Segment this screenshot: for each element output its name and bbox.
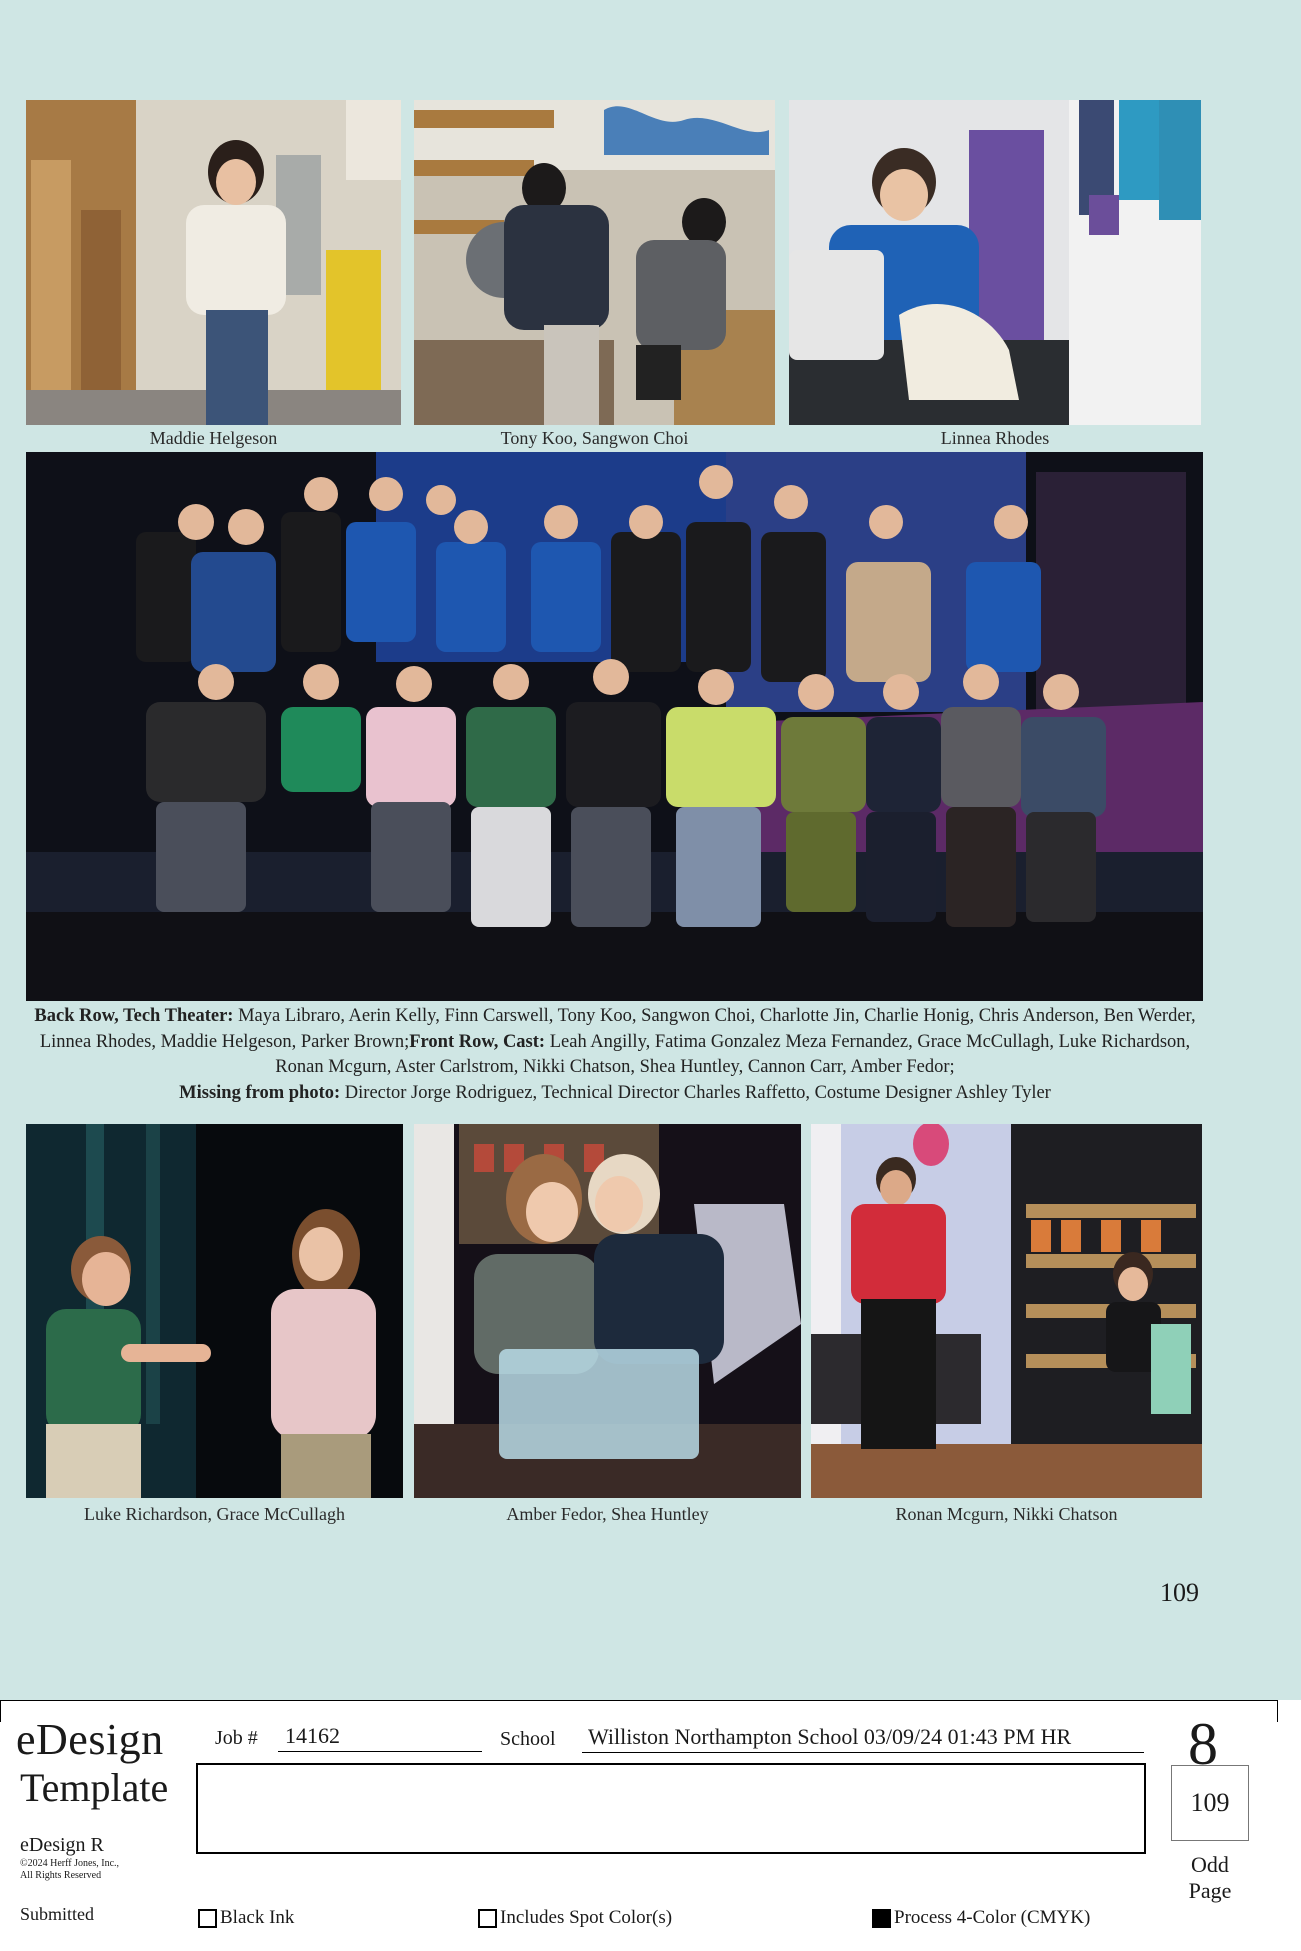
black-ink-checkbox[interactable] (198, 1909, 217, 1928)
missing-label: Missing from photo: (179, 1082, 341, 1103)
school-label: School (500, 1728, 556, 1750)
job-label: Job # (215, 1727, 258, 1749)
photo-caption: Tony Koo, Sangwon Choi (500, 428, 689, 448)
photo-caption: Luke Richardson, Grace McCullagh (84, 1504, 345, 1524)
odd-label: Odd (1191, 1852, 1229, 1877)
signature-number: 8 (1188, 1711, 1218, 1777)
process-color-label: Process 4-Color (CMYK) (894, 1907, 1091, 1928)
photo-caption: Linnea Rhodes (940, 428, 1050, 448)
spot-color-label: Includes Spot Color(s) (500, 1907, 673, 1928)
photo-caption: Amber Fedor, Shea Huntley (506, 1504, 709, 1524)
photo-caption: Maddie Helgeson (149, 428, 278, 448)
photo-tony-koo-sangwon-choi (414, 100, 775, 425)
spot-color-option[interactable] (478, 1907, 672, 1929)
brand-template: Template (20, 1765, 169, 1810)
odd-page-label (1172, 1852, 1248, 1904)
spot-color-checkbox[interactable] (478, 1909, 497, 1928)
school-underline (582, 1752, 1144, 1753)
missing-names: Director Jorge Rodriguez, Technical Director Charles Raffetto, Costume Designer Ashley Tyler (340, 1082, 1051, 1103)
photo-group-cast-and-crew (26, 452, 1203, 1001)
brand-edesign-r: eDesign R (20, 1834, 104, 1856)
copyright-notice (20, 1858, 119, 1882)
process-color-checkbox[interactable] (872, 1909, 891, 1928)
front-row-label: Front Row, Cast: (409, 1031, 546, 1052)
photo-ronan-mcgurn-nikki-chatson (811, 1124, 1202, 1498)
page-label: Page (1188, 1878, 1232, 1903)
photo-luke-richardson-grace-mccullagh (26, 1124, 403, 1498)
form-frame-left (0, 1700, 1, 1722)
form-frame-top (0, 1700, 1278, 1701)
front-row-names: Leah Angilly, Fatima Gonzalez Meza Fernandez, Grace McCullagh, Luke Richardson, Ronan Mcgurn, Aster Carlstrom, Nikki Chatson, Shea Huntley, Cannon Carr, Amber Fedor; (275, 1031, 1191, 1077)
page-number: 109 (1160, 1578, 1199, 1607)
notes-box[interactable] (196, 1763, 1146, 1854)
school-field[interactable]: Williston Northampton School 03/09/24 01:43 PM HR (588, 1724, 1072, 1749)
copyright-line: ©2024 Herff Jones, Inc., (20, 1858, 120, 1869)
copyright-line: All Rights Reserved (20, 1870, 102, 1881)
brand-edesign: eDesign (16, 1715, 164, 1764)
job-number-underline (278, 1751, 482, 1752)
back-row-names: Maya Libraro, Aerin Kelly, Finn Carswell, Tony Koo, Sangwon Choi, Charlotte Jin, Charlie Honig, Chris Anderson, Ben Werder, Linnea Rhodes, Maddie Helgeson, Parker Brown; (39, 1006, 1196, 1052)
edesign-template-form (0, 1700, 1301, 1951)
job-number-field[interactable]: 14162 (285, 1723, 340, 1748)
black-ink-label: Black Ink (220, 1907, 295, 1928)
submitted-label: Submitted (20, 1904, 95, 1924)
photo-caption: Ronan Mcgurn, Nikki Chatson (895, 1504, 1118, 1524)
page-number-box: 109 (1171, 1765, 1249, 1841)
group-photo-caption (26, 1004, 1204, 1106)
process-color-option[interactable] (872, 1907, 1090, 1929)
photo-amber-fedor-shea-huntley (414, 1124, 801, 1498)
back-row-label: Back Row, Tech Theater: (34, 1006, 234, 1026)
photo-linnea-rhodes (789, 100, 1201, 425)
black-ink-option[interactable] (198, 1907, 294, 1929)
photo-maddie-helgeson (26, 100, 401, 425)
form-frame-right (1277, 1700, 1278, 1722)
